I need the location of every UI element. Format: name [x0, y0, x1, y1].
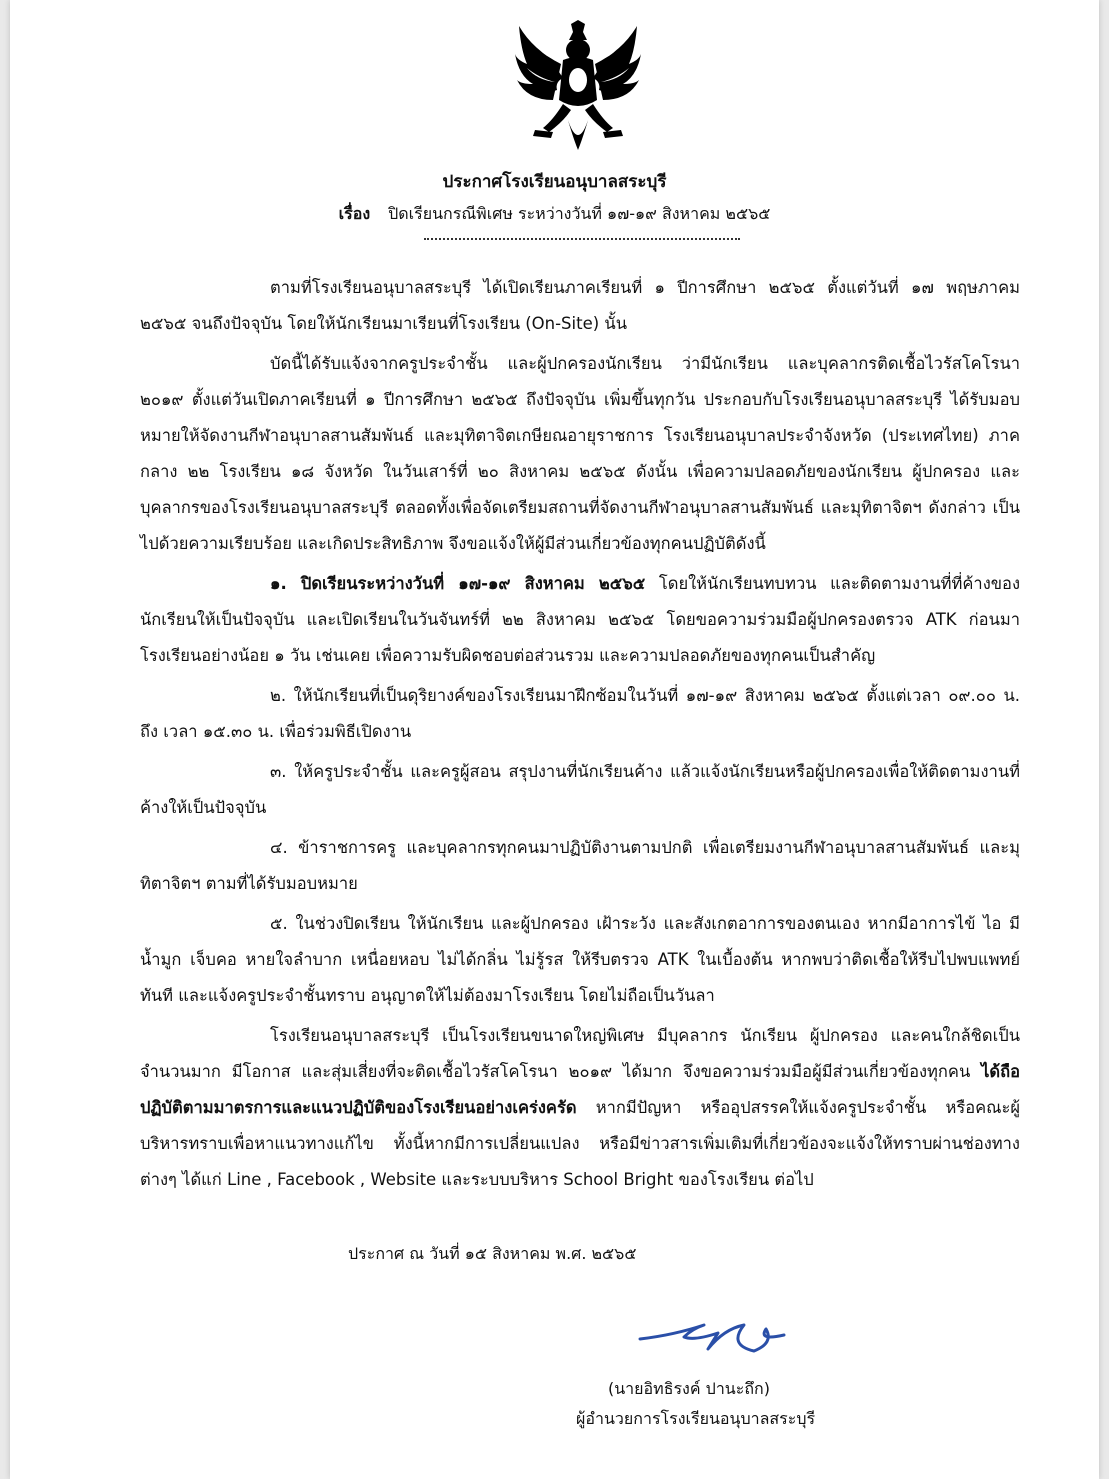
- paragraph-reason: บัดนี้ได้รับแจ้งจากครูประจำชั้น และผู้ปกครองนักเรียน ว่ามีนักเรียน และบุคลากรติดเชื้อไวรัสโคโรนา ๒๐๑๙ ตั้งแต่วันเปิดภาคเรียนที่ ๑ ปีการศึกษา ๒๕๖๕ ถึงปัจจุบัน เพิ่มขึ้นทุกวัน ประกอบกับโรงเรียนอนุบาลสระบุรี ได้รับมอบหมายให้จัดงานกีฬาอนุบาลสานสัมพันธ์ และมุทิตาจิตเกษียณอายุราชการ โรงเรียนอนุบาลประจำจังหวัด (ประเทศไทย) ภาคกลาง ๒๒ โรงเรียน ๑๘ จังหวัด ในวันเสาร์ที่ ๒๐ สิงหาคม ๒๕๖๕ ดังนั้น เพื่อความปลอดภัยของนักเรียน ผู้ปกครอง และบุคลากรของโรงเรียนอนุบาลสระบุรี ตลอดทั้งเพื่อจัดเตรียมสถานที่จัดงานกีฬาอนุบาลสานสัมพันธ์ และมุทิตาจิตฯ ดังกล่าว เป็นไปด้วยความเรียบร้อย และเกิดประสิทธิภาพ จึงขอแจ้งให้ผู้มีส่วนเกี่ยวข้องทุกคนปฏิบัติดังนี้: [140, 354, 1020, 553]
- item-5: ๕. ในช่วงปิดเรียน ให้นักเรียน และผู้ปกครอง เฝ้าระวัง และสังเกตอาการของตนเอง หากมีอาการไข้ ไอ มีน้ำมูก เจ็บคอ หายใจลำบาก เหนื่อยหอบ ไม่ได้กลิ่น ไม่รู้รส ให้รีบตรวจ ATK ในเบื้องต้น หากพบว่าติดเชื้อให้รีบไปพบแพทย์ทันที และแจ้งครูประจำชั้นทราบ อนุญาตให้ไม่ต้องมาโรงเรียน โดยไม่ถือเป็นวันลา: [140, 914, 1020, 1005]
- closing-text-a: โรงเรียนอนุบาลสระบุรี เป็นโรงเรียนขนาดใหญ่พิเศษ มีบุคลากร นักเรียน ผู้ปกครอง และคนใกล้ชิดเป็นจำนวนมาก มีโอกาส และสุ่มเสี่ยงที่จะติดเชื้อไวรัสโคโรนา ๒๐๑๙ ได้มาก จึงขอความร่วมมือผู้มีส่วนเกี่ยวข้องทุกคน: [140, 1026, 1020, 1081]
- signature-image: [634, 1305, 794, 1365]
- item-1-text: โดยให้นักเรียนทบทวน และติดตามงานที่ที่ค้างของนักเรียนให้เป็นปัจจุบัน และเปิดเรียนในวันจันทร์ที่ ๒๒ สิงหาคม ๒๕๖๕ โดยขอความร่วมมือผู้ปกครองตรวจ ATK ก่อนมาโรงเรียนอย่างน้อย ๑ วัน เช่นเคย เพื่อความรับผิดชอบต่อส่วนรวม และความปลอดภัยของทุกคนเป็นสำคัญ: [140, 574, 1021, 665]
- subject-text: ปิดเรียนกรณีพิเศษ ระหว่างวันที่ ๑๗-๑๙ สิงหาคม ๒๕๖๕: [388, 204, 771, 223]
- subject-label: เรื่อง: [338, 204, 371, 223]
- paragraph-intro: ตามที่โรงเรียนอนุบาลสระบุรี ได้เปิดเรียนภาคเรียนที่ ๑ ปีการศึกษา ๒๕๖๕ ตั้งแต่วันที่ ๑๗ พฤษภาคม ๒๕๖๕ จนถึงปัจจุบัน โดยให้นักเรียนมาเรียนที่โรงเรียน (On-Site) นั้น: [140, 278, 1020, 333]
- closing-text-b: หากมีปัญหา หรืออุปสรรคให้แจ้งครูประจำชั้น หรือคณะผู้บริหารทราบเพื่อหาแนวทางแก้ไข ทั้งนี้หากมีการเปลี่ยนแปลง หรือมีข่าวสารเพิ่มเติมที่เกี่ยวข้องจะแจ้งให้ทราบผ่านช่องทางต่างๆ ได้แก่ Line , Facebook , Website และระบบบริหาร School Bright ของโรงเรียน ต่อไป: [140, 1098, 1020, 1189]
- announcement-title: ประกาศโรงเรียนอนุบาลสระบุรี: [442, 172, 667, 192]
- item-1: [140, 566, 1020, 674]
- item-2: ๒. ให้นักเรียนที่เป็นดุริยางค์ของโรงเรียนมาฝึกซ้อมในวันที่ ๑๗-๑๙ สิงหาคม ๒๕๖๕ ตั้งแต่เวลา ๐๙.๐๐ น. ถึง เวลา ๑๕.๓๐ น. เพื่อร่วมพิธีเปิดงาน: [140, 686, 1020, 741]
- item-4: ๔. ข้าราชการครู และบุคลากรทุกคนมาปฏิบัติงานตามปกติ เพื่อเตรียมงานกีฬาอนุบาลสานสัมพันธ์ และมุทิตาจิตฯ ตามที่ได้รับมอบหมาย: [140, 838, 1020, 893]
- announcement-body: [140, 270, 1020, 1202]
- paragraph-closing: [140, 1018, 1020, 1198]
- document-page: [10, 0, 1099, 1479]
- signer-name: (นายอิทธิรงค์ ปานะถึก): [608, 1379, 770, 1398]
- announcement-subject: [10, 202, 1099, 227]
- announce-date: ประกาศ ณ วันที่ ๑๕ สิงหาคม พ.ศ. ๒๕๖๕: [348, 1244, 637, 1263]
- signer-title: ผู้อำนวยการโรงเรียนอนุบาลสระบุรี: [576, 1409, 816, 1428]
- garuda-emblem-icon: [513, 20, 643, 160]
- item-3: ๓. ให้ครูประจำชั้น และครูผู้สอน สรุปงานที่นักเรียนค้าง แล้วแจ้งนักเรียนหรือผู้ปกครองเพื่อให้ติดตามงานที่ค้างให้เป็นปัจจุบัน: [140, 762, 1020, 817]
- closing-emphasis: ได้ถือปฏิบัติตามมาตรการและแนวปฏิบัติของโรงเรียนอย่างเคร่งครัด: [140, 1062, 1020, 1117]
- separator-line: [424, 238, 740, 240]
- item-1-heading: ๑. ปิดเรียนระหว่างวันที่ ๑๗-๑๙ สิงหาคม ๒๕๖๕: [270, 574, 646, 593]
